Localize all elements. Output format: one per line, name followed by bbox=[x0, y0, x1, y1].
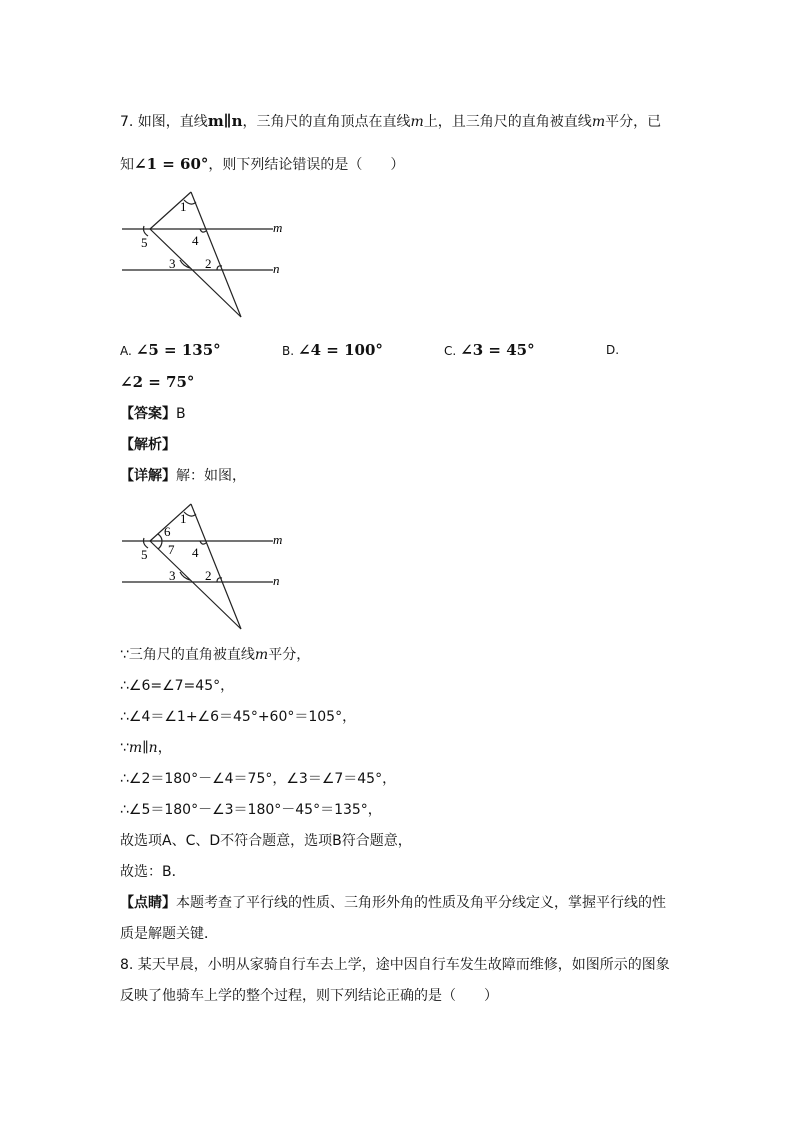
step-4-pre: ∵ bbox=[120, 740, 129, 756]
fig2-label-m: m bbox=[273, 532, 283, 547]
q7-line2-suffix: ，则下列结论错误的是（ ） bbox=[208, 157, 405, 173]
angle-arc-7 bbox=[158, 541, 162, 549]
analysis-tag: 【解析】 bbox=[120, 437, 176, 453]
comment-line-2 bbox=[120, 924, 218, 944]
option-a-expr: ∠5 = 135° bbox=[135, 341, 221, 359]
fig2-angle-4: 4 bbox=[192, 545, 199, 560]
q7-stem-line1 bbox=[120, 111, 661, 132]
option-d-expr: ∠2 = 75° bbox=[120, 373, 195, 391]
step-5-pre: ∴∠2＝180°－∠4＝75°，∠3＝∠7＝45°， bbox=[120, 771, 397, 787]
comment-line-1 bbox=[120, 893, 666, 913]
fig2-angle-5: 5 bbox=[141, 547, 148, 562]
detail-line bbox=[120, 466, 246, 486]
analysis-line bbox=[120, 435, 176, 455]
option-b-expr: ∠4 = 100° bbox=[298, 341, 383, 359]
step-8-pre: 故选：B． bbox=[120, 864, 186, 880]
q8-line-1 bbox=[120, 955, 670, 975]
solution-step-6 bbox=[120, 800, 382, 820]
step-2-pre: ∴∠6=∠7=45°， bbox=[120, 678, 235, 694]
option-d-letter-wrap bbox=[606, 340, 623, 360]
fig1-angle-3: 3 bbox=[169, 256, 176, 271]
comment-text-1: 本题考查了平行线的性质、三角形外角的性质及角平分线定义，掌握平行线的性 bbox=[176, 895, 666, 911]
option-d-letter: D. bbox=[606, 343, 620, 357]
q7-mid: ，三角尺的直角顶点在直线 bbox=[242, 114, 411, 130]
solution-step-5 bbox=[120, 769, 396, 789]
step-1-post: 平分， bbox=[268, 647, 311, 663]
fig1-angle-4: 4 bbox=[192, 233, 199, 248]
fig2-angle-3: 3 bbox=[169, 568, 176, 583]
option-c-letter: C. bbox=[444, 344, 457, 358]
solution-step-7 bbox=[120, 831, 412, 851]
option-a-letter: A. bbox=[120, 344, 132, 358]
q7-mid2: 上，且三角尺的直角被直线 bbox=[423, 114, 592, 130]
step-1-var: m bbox=[254, 647, 269, 663]
option-d-expr-wrap bbox=[120, 372, 194, 393]
fig1-angle-2: 2 bbox=[205, 256, 212, 271]
option-c bbox=[444, 340, 535, 361]
fig2-angle-1: 1 bbox=[180, 511, 187, 526]
q8-text-1: 8. 某天早晨，小明从家骑自行车去上学，途中因自行车发生故障而维修，如图所示的图象 bbox=[120, 957, 670, 973]
detail-text: 解：如图， bbox=[176, 468, 246, 484]
fig2-label-n: n bbox=[273, 573, 280, 588]
q7-line-m: m bbox=[410, 114, 424, 130]
fig2-angle-6: 6 bbox=[164, 524, 171, 539]
q7-line-m2: m bbox=[591, 114, 606, 130]
solution-step-8 bbox=[120, 862, 186, 882]
q7-angle-given: ∠1 = 60° bbox=[134, 155, 209, 173]
fig2-angle-7: 7 bbox=[168, 542, 175, 557]
triangle-side-right bbox=[191, 504, 241, 629]
answer-tag: 【答案】 bbox=[120, 406, 176, 422]
q7-figure-2 bbox=[110, 492, 300, 634]
solution-step-1 bbox=[120, 645, 310, 665]
solution-step-2 bbox=[120, 676, 234, 696]
fig2-angle-2: 2 bbox=[205, 568, 212, 583]
fig1-angle-5: 5 bbox=[141, 235, 148, 250]
q8-text-2: 反映了他骑车上学的整个过程，则下列结论正确的是（ ） bbox=[120, 988, 498, 1004]
q8-line-2 bbox=[120, 986, 498, 1006]
q7-line2-prefix: 知 bbox=[120, 157, 134, 173]
step-6-pre: ∴∠5＝180°－∠3＝180°－45°＝135°， bbox=[120, 802, 382, 818]
angle-arc-6 bbox=[158, 534, 162, 541]
step-4-post: ， bbox=[157, 740, 172, 756]
fig1-label-m: m bbox=[273, 220, 283, 235]
fig1-label-n: n bbox=[273, 261, 280, 276]
q7-prefix: 7. 如图，直线 bbox=[120, 114, 208, 130]
option-c-expr: ∠3 = 45° bbox=[460, 341, 535, 359]
detail-tag: 【详解】 bbox=[120, 468, 176, 484]
solution-step-4 bbox=[120, 738, 172, 758]
step-7-pre: 故选项A、C、D不符合题意，选项B符合题意， bbox=[120, 833, 412, 849]
option-b bbox=[282, 340, 383, 361]
q7-parallel-expr: m∥n bbox=[207, 112, 243, 130]
q7-end: 平分，已 bbox=[605, 114, 662, 130]
step-3-pre: ∴∠4＝∠1+∠6＝45°+60°＝105°， bbox=[120, 709, 357, 725]
option-a bbox=[120, 340, 221, 361]
option-b-letter: B. bbox=[282, 344, 295, 358]
fig1-angle-1: 1 bbox=[180, 199, 187, 214]
step-1-pre: ∵三角尺的直角被直线 bbox=[120, 647, 255, 663]
q7-figure-1 bbox=[110, 180, 300, 322]
step-4-var: m∥n bbox=[128, 740, 158, 756]
comment-text-2: 质是解题关键． bbox=[120, 926, 218, 942]
answer-value: B bbox=[176, 406, 186, 422]
comment-tag: 【点睛】 bbox=[120, 895, 176, 911]
answer-line bbox=[120, 404, 186, 424]
solution-step-3 bbox=[120, 707, 356, 727]
q7-stem-line2 bbox=[120, 154, 404, 175]
triangle-side-right bbox=[191, 192, 241, 317]
